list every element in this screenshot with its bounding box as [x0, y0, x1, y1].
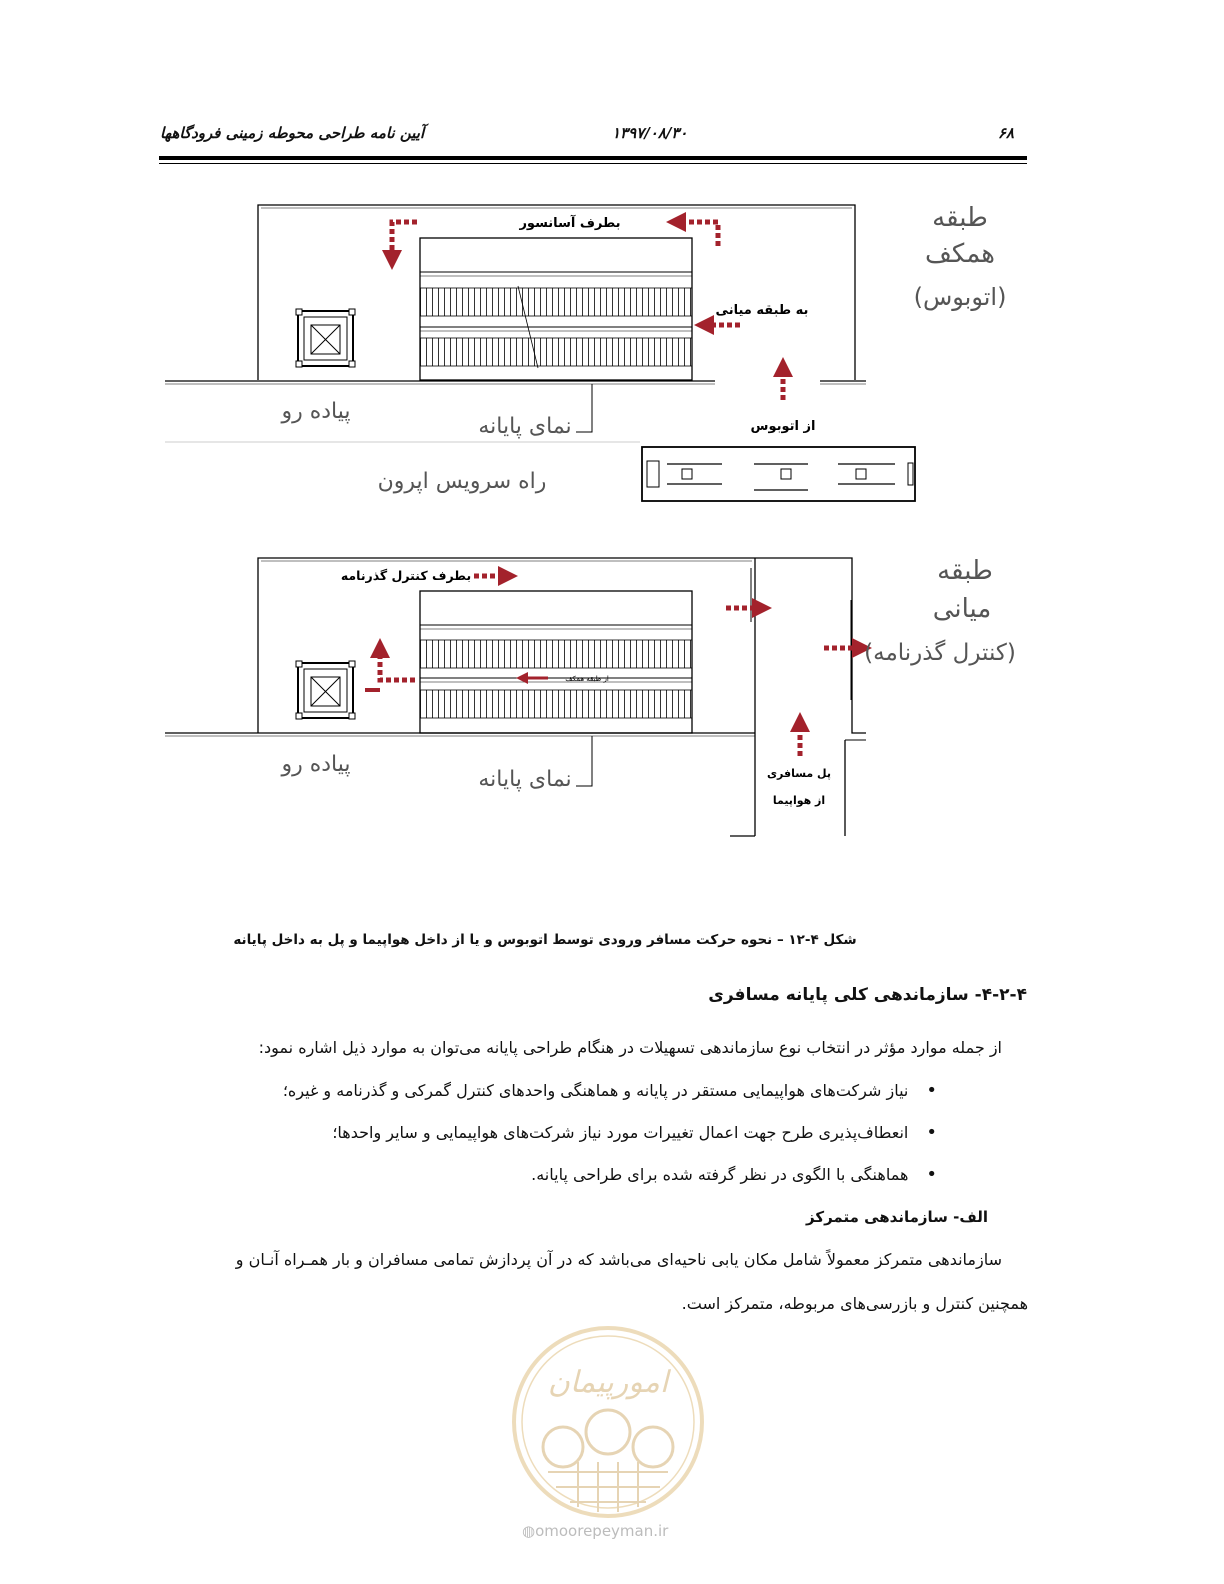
ground-floor-label-2: همکف: [924, 239, 996, 269]
list-item: [177, 1164, 937, 1185]
ground-floor-label-3: (اتوبوس): [913, 283, 1007, 311]
body-paragraph-line-1: سازماندهی متمرکز معمولاً شامل مکان یابی ناحیه‌ای می‌باشد که در آن پردازش تمامی مسافران و بار همـراه آنـان و: [235, 1250, 1002, 1269]
middle-floor-label-2: میانی: [932, 594, 992, 624]
ground-floor-label-1: طبقه: [932, 203, 988, 233]
to-middle-floor-label: به طبقه میانی: [715, 303, 809, 318]
bridge-label-2: از هواپیما: [772, 794, 826, 807]
page-number: ۶۸: [997, 124, 1014, 142]
watermark-url-text: omoorepeyman.ir: [535, 1522, 669, 1540]
middle-floor-label-1: طبقه: [937, 556, 993, 586]
from-ground-floor-label: از طبقه همکف: [565, 675, 609, 683]
terminal-facade-label-middle: نمای پایانه: [478, 767, 572, 792]
watermark-logo-text: امورپیمان: [547, 1365, 669, 1400]
list-item: [177, 1122, 937, 1143]
sidewalk-label-middle: پیاده رو: [281, 752, 351, 777]
escalator-block: [420, 238, 692, 380]
middle-floor-label-3: (کنترل گذرنامه): [864, 640, 1016, 666]
header-date: ۱۳۹۷/۰۸/۳۰: [612, 124, 688, 142]
header-title: آیین نامه طراحی محوطه زمینی فرودگاهها: [160, 124, 425, 142]
from-bus-label: از اتوبوس: [750, 419, 816, 434]
gear-icon: [543, 1410, 673, 1467]
globe-icon: ◍: [522, 1522, 536, 1540]
ground-floor-plan: [165, 203, 1006, 501]
list-item-text: هماهنگی با الگوی در نظر گرفته شده برای طراحی پایانه.: [531, 1165, 909, 1184]
terminal-facade-label: نمای پایانه: [478, 414, 572, 439]
middle-floor-plan: [165, 556, 1016, 836]
bullet-dot: •: [926, 1080, 937, 1101]
apron-service-road-label: راه سرویس اپرون: [377, 469, 547, 494]
elevator-icon-middle: [296, 661, 355, 719]
header-rule-thin: [159, 163, 1027, 164]
escalator-block-middle: [420, 591, 692, 733]
bridge-label-1: پل مسافری: [766, 767, 832, 780]
to-passport-control-label: بطرف کنترل گذرنامه: [340, 568, 472, 583]
list-item: [177, 1080, 937, 1101]
body-paragraph-line-2: همچنین کنترل و بازرسی‌های مربوطه، متمرکز است.: [681, 1294, 1028, 1313]
list-item-text: نیاز شرکت‌های هواپیمایی مستقر در پایانه و هماهنگی واحدهای کنترل گمرکی و گذرنامه و غیره؛: [282, 1081, 909, 1100]
elevator-icon: [296, 309, 355, 367]
terminal-floor-plan-figure: [0, 190, 1224, 850]
watermark-logo: [508, 1322, 708, 1522]
to-elevator-label: بطرف آسانسور: [519, 216, 621, 231]
subheading: الف- سازماندهی متمرکز: [806, 1208, 988, 1226]
figure-caption: شکل ۴-۱۲ – نحوه حرکت مسافر ورودی توسط اتوبوس و یا از داخل هواپیما و پل به داخل پایانه: [233, 932, 857, 948]
sidewalk-label: پیاده رو: [281, 399, 351, 424]
intro-paragraph: از جمله موارد مؤثر در انتخاب نوع سازماندهی تسهیلات در هنگام طراحی پایانه می‌توان به موارد ذیل اشاره نمود:: [258, 1038, 1002, 1057]
bullet-dot: •: [926, 1164, 937, 1185]
section-heading: ۴-۲-۴- سازماندهی کلی پایانه مسافری: [708, 985, 1027, 1005]
header-rule-thick: [159, 156, 1027, 160]
bus-icon: [642, 447, 915, 501]
bullet-dot: •: [926, 1122, 937, 1143]
list-item-text: انعطاف‌پذیری طرح جهت اعمال تغییرات مورد نیاز شرکت‌های هواپیمایی و سایر واحدها؛: [332, 1123, 909, 1142]
watermark-url: [522, 1522, 668, 1540]
